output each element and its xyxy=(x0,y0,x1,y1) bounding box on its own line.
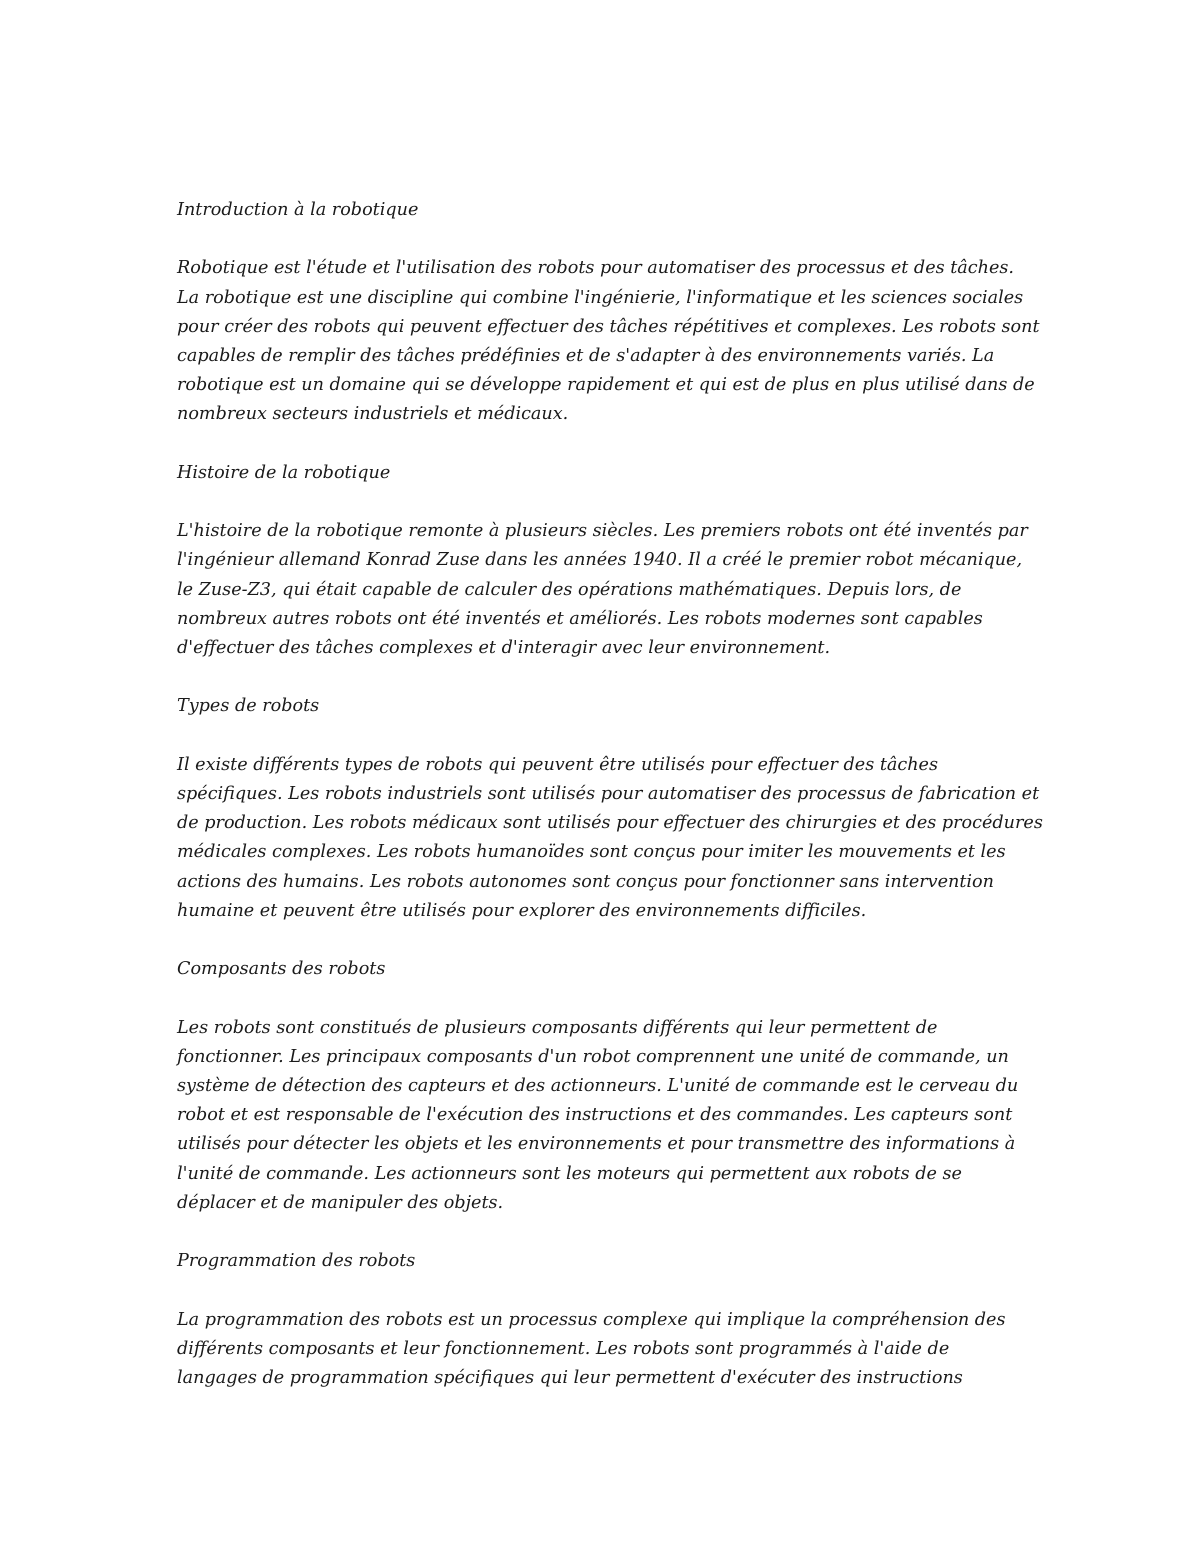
section-heading: Composants des robots xyxy=(177,959,386,980)
paragraph-line: spécifiques. Les robots industriels sont utilisés pour automatiser des processus de fabrication et xyxy=(177,783,1040,804)
paragraph-line: nombreux secteurs industriels et médicaux. xyxy=(177,404,569,425)
paragraph-line: fonctionner. Les principaux composants d'un robot comprennent une unité de commande, un xyxy=(177,1046,1009,1067)
section-heading: Types de robots xyxy=(177,696,320,717)
document-body xyxy=(177,196,1043,1422)
paragraph-line: capables de remplir des tâches prédéfinies et de s'adapter à des environnements variés. La xyxy=(177,346,995,366)
paragraph-line: humaine et peuvent être utilisés pour explorer des environnements difficiles. xyxy=(177,900,867,921)
section-heading-introduction xyxy=(177,196,1037,225)
paragraph-line: Robotique est l'étude et l'utilisation des robots pour automatiser des processus et des tâches. xyxy=(177,258,1015,279)
paragraph-line: différents composants et leur fonctionnement. Les robots sont programmés à l'aide de xyxy=(177,1338,950,1359)
paragraph-line: médicales complexes. Les robots humanoïdes sont conçus pour imiter les mouvements et les xyxy=(177,842,1006,863)
paragraph-line: L'histoire de la robotique remonte à plusieurs siècles. Les premiers robots ont été inventés par xyxy=(177,521,1028,542)
paragraph-line: système de détection des capteurs et des actionneurs. L'unité de commande est le cerveau du xyxy=(177,1075,1019,1096)
section-paragraph-histoire xyxy=(177,517,1037,663)
paragraph-line: pour créer des robots qui peuvent effectuer des tâches répétitives et complexes. Les robots sont xyxy=(177,316,1040,337)
paragraph-line: utilisés pour détecter les objets et les environnements et pour transmettre des informations à xyxy=(177,1134,1016,1155)
paragraph-line: l'unité de commande. Les actionneurs sont les moteurs qui permettent aux robots de se xyxy=(177,1163,962,1184)
paragraph-line: de production. Les robots médicaux sont utilisés pour effectuer des chirurgies et des procédures xyxy=(177,813,1043,834)
section-heading-composants xyxy=(177,955,1037,984)
section-heading-histoire xyxy=(177,459,1037,488)
paragraph-line: le Zuse-Z3, qui était capable de calculer des opérations mathématiques. Depuis lors, de xyxy=(177,579,962,600)
section-heading: Histoire de la robotique xyxy=(177,462,391,483)
section-paragraph-introduction xyxy=(177,254,1040,429)
section-heading: Introduction à la robotique xyxy=(177,200,419,220)
section-heading-programmation xyxy=(177,1247,1037,1276)
paragraph-line: Il existe différents types de robots qui peuvent être utilisés pour effectuer des tâches xyxy=(177,754,938,775)
paragraph-line: déplacer et de manipuler des objets. xyxy=(177,1192,504,1213)
paragraph-line: langages de programmation spécifiques qui leur permettent d'exécuter des instructions xyxy=(177,1367,963,1388)
section-heading-types xyxy=(177,692,1037,721)
paragraph-line: actions des humains. Les robots autonomes sont conçus pour fonctionner sans intervention xyxy=(177,871,994,892)
section-paragraph-programmation xyxy=(177,1306,1037,1394)
section-heading: Programmation des robots xyxy=(177,1251,416,1272)
paragraph-line: d'effectuer des tâches complexes et d'interagir avec leur environnement. xyxy=(177,638,831,658)
paragraph-line: nombreux autres robots ont été inventés et améliorés. Les robots modernes sont capables xyxy=(177,608,983,629)
paragraph-line: l'ingénieur allemand Konrad Zuse dans les années 1940. Il a créé le premier robot mécanique, xyxy=(177,550,1023,571)
section-paragraph-composants xyxy=(177,1014,1037,1218)
paragraph-line: La programmation des robots est un processus complexe qui implique la compréhension des xyxy=(177,1309,1006,1330)
section-paragraph-types xyxy=(177,751,1043,926)
paragraph-line: robotique est un domaine qui se développe rapidement et qui est de plus en plus utilisé dans de xyxy=(177,375,1035,396)
paragraph-line: La robotique est une discipline qui combine l'ingénierie, l'informatique et les sciences sociales xyxy=(177,287,1024,308)
paragraph-line: robot et est responsable de l'exécution des instructions et des commandes. Les capteurs sont xyxy=(177,1105,1013,1126)
paragraph-line: Les robots sont constitués de plusieurs composants différents qui leur permettent de xyxy=(177,1017,938,1038)
